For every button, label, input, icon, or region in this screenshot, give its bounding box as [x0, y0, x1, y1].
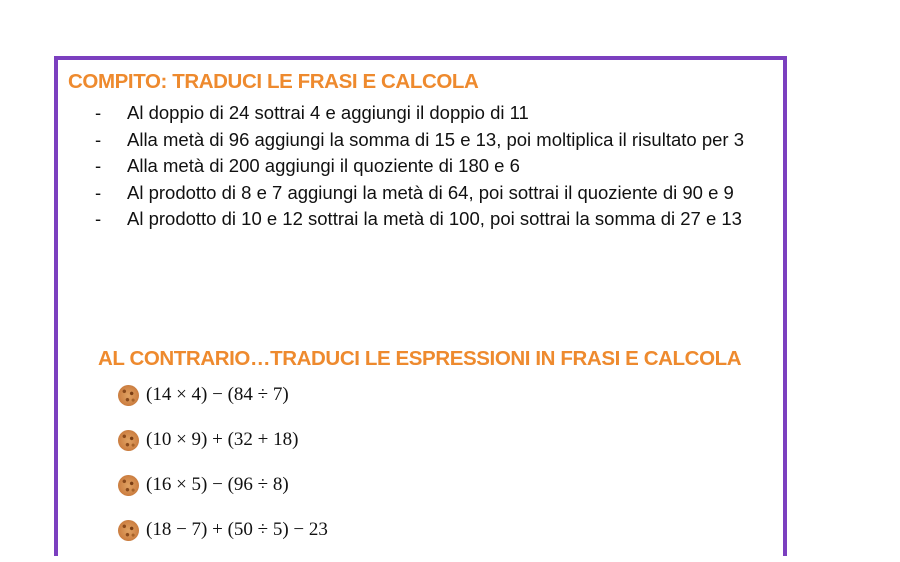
bullet-dash: -	[95, 208, 102, 229]
list-item	[95, 100, 785, 127]
bullet-dash: -	[95, 155, 102, 176]
list-item	[118, 427, 328, 453]
list-item	[118, 382, 328, 408]
task-text: Alla metà di 96 aggiungi la somma di 15 e 13, poi moltiplica il risultato per 3	[127, 128, 744, 150]
list-item	[95, 153, 785, 180]
bullet-dash: -	[95, 128, 102, 150]
cookie-icon	[118, 520, 139, 541]
expression: (18 − 7) + (50 ÷ 5) − 23	[146, 519, 328, 540]
expression: (16 × 5) − (96 ÷ 8)	[146, 474, 289, 495]
bullet-dash: -	[95, 102, 102, 123]
cookie-icon	[118, 475, 139, 496]
expression: (14 × 4) − (84 ÷ 7)	[146, 384, 289, 405]
task-list	[95, 100, 785, 233]
section2-title: AL CONTRARIO…TRADUCI LE ESPRESSIONI IN FRASI E CALCOLA	[98, 347, 742, 370]
list-item	[95, 180, 785, 207]
expression-list	[118, 382, 328, 562]
task-text: Al prodotto di 8 e 7 aggiungi la metà di 64, poi sottrai il quoziente di 90 e 9	[127, 181, 734, 203]
section1-title: COMPITO: TRADUCI LE FRASI E CALCOLA	[68, 70, 479, 93]
list-item	[118, 472, 328, 498]
expression: (10 × 9) + (32 + 18)	[146, 429, 299, 450]
bullet-dash: -	[95, 181, 102, 203]
cookie-icon	[118, 430, 139, 451]
task-text: Al doppio di 24 sottrai 4 e aggiungi il doppio di 11	[127, 102, 529, 123]
list-item	[118, 517, 328, 543]
cookie-icon	[118, 385, 139, 406]
list-item	[95, 127, 785, 154]
task-text: Alla metà di 200 aggiungi il quoziente di 180 e 6	[127, 155, 520, 176]
task-text: Al prodotto di 10 e 12 sottrai la metà di 100, poi sottrai la somma di 27 e 13	[127, 208, 742, 229]
list-item	[95, 206, 785, 233]
